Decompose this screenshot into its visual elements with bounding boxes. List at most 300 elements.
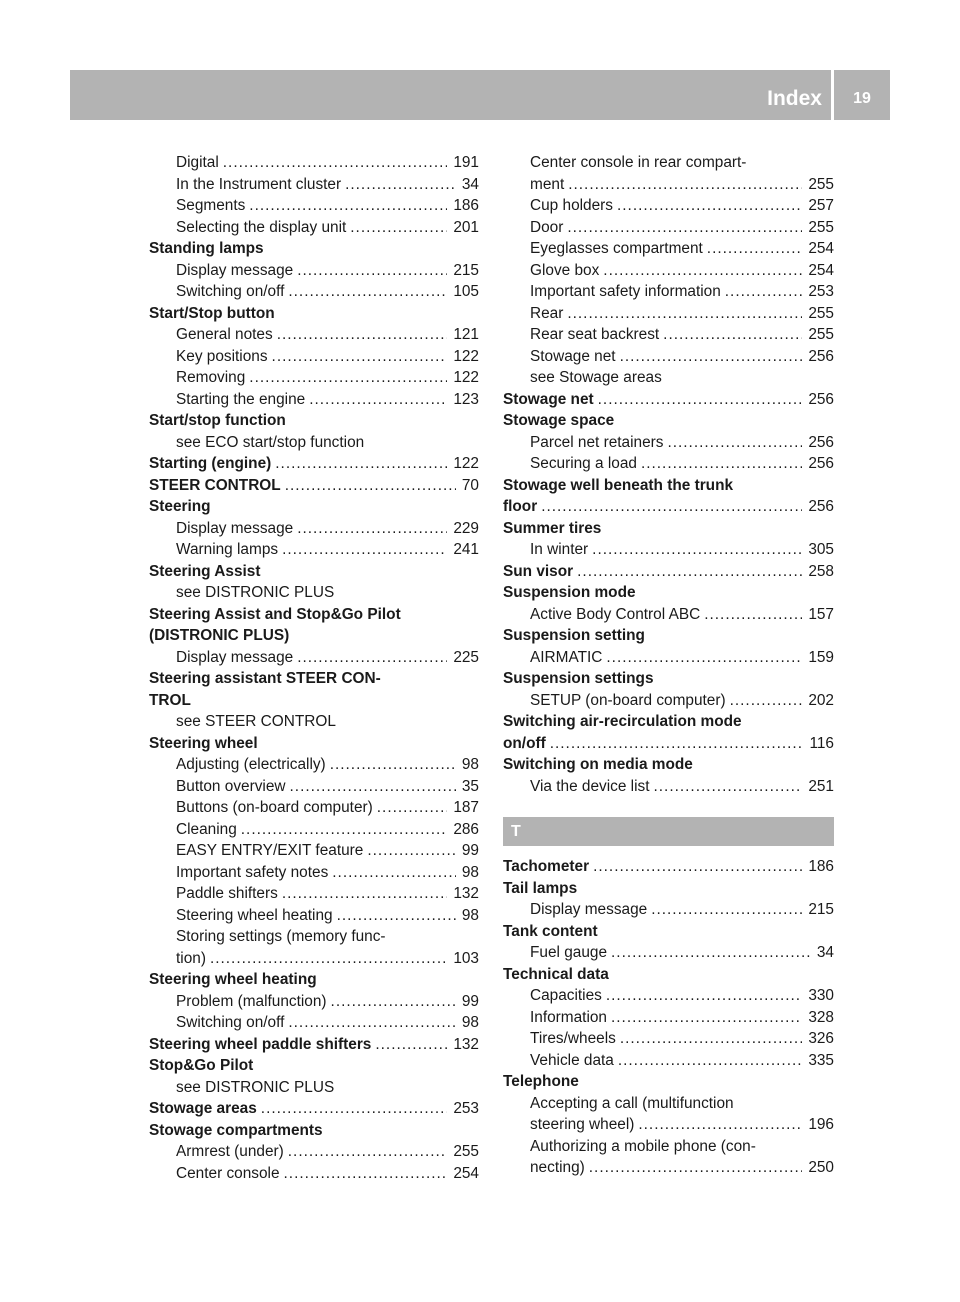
dot-leader <box>377 797 448 819</box>
index-entry-heading <box>149 1120 479 1142</box>
page-ref: 258 <box>808 562 834 580</box>
dot-leader <box>288 1141 448 1163</box>
index-entry-heading <box>149 1034 479 1056</box>
dot-leader <box>620 1028 802 1050</box>
index-subentry <box>503 238 834 260</box>
entry-text: (DISTRONIC PLUS) <box>149 627 290 644</box>
dot-leader <box>603 260 802 282</box>
index-subentry <box>149 1077 479 1099</box>
index-subentry <box>503 303 834 325</box>
page-ref: 123 <box>453 390 479 408</box>
entry-text: see DISTRONIC PLUS <box>176 1078 335 1096</box>
entry-text: Problem (malfunction) <box>176 992 327 1010</box>
page-ref: 122 <box>453 455 479 472</box>
index-entry-heading <box>149 238 479 260</box>
dot-leader <box>277 324 448 346</box>
index-subentry <box>503 367 834 389</box>
index-subentry <box>149 905 479 927</box>
index-subentry <box>503 346 834 368</box>
dot-leader <box>654 776 803 798</box>
page-ref: 132 <box>453 1035 479 1053</box>
dot-leader <box>611 1007 802 1029</box>
page-ref: 191 <box>453 154 479 171</box>
index-entry-heading <box>149 1055 479 1077</box>
dot-leader <box>598 389 803 411</box>
index-entry-heading <box>503 754 834 776</box>
entry-text: see ECO start/stop function <box>176 433 365 451</box>
entry-text: Suspension setting <box>503 627 645 644</box>
page-ref: 256 <box>808 347 834 365</box>
page-ref: 121 <box>453 326 479 343</box>
index-subentry <box>503 324 834 346</box>
dot-leader <box>589 1157 803 1179</box>
dot-leader <box>297 647 447 669</box>
index-subentry <box>149 195 479 217</box>
page-ref: 70 <box>461 476 479 494</box>
dot-leader <box>297 518 447 540</box>
entry-text: Buttons (on-board computer) <box>176 799 373 816</box>
entry-text: Sun visor <box>503 562 574 580</box>
dot-leader <box>541 496 802 518</box>
index-entry-heading <box>149 410 479 432</box>
page-ref: 256 <box>808 433 834 451</box>
entry-text: Suspension settings <box>503 670 654 687</box>
entry-text: Information <box>530 1008 607 1026</box>
page-ref: 251 <box>808 777 834 795</box>
index-subentry <box>503 647 834 669</box>
dot-leader <box>375 1034 447 1056</box>
dot-leader <box>210 948 447 970</box>
index-subentry <box>149 152 479 174</box>
index-subentry <box>149 1012 479 1034</box>
entry-text: Paddle shifters <box>176 885 278 902</box>
page-ref: 225 <box>453 648 479 666</box>
entry-text: Display message <box>176 519 294 537</box>
entry-text: see STEER CONTROL <box>176 713 336 730</box>
dot-leader <box>667 432 802 454</box>
dot-leader <box>617 195 802 217</box>
dot-leader <box>611 942 811 964</box>
dot-leader <box>592 539 802 561</box>
index-subentry <box>149 582 479 604</box>
entry-text: TROL <box>149 691 191 709</box>
index-subentry <box>149 539 479 561</box>
index-subentry <box>149 1163 479 1185</box>
entry-text: Switching on/off <box>176 1014 285 1031</box>
dot-leader <box>641 453 802 475</box>
page-ref: 98 <box>461 1014 479 1031</box>
index-entry-heading <box>149 733 479 755</box>
entry-text: Segments <box>176 197 246 214</box>
index-subentry <box>149 840 479 862</box>
entry-text: Stowage net <box>530 347 616 365</box>
entry-text: Vehicle data <box>530 1051 614 1069</box>
entry-text: Rear <box>530 304 564 322</box>
entry-text: Stowage compartments <box>149 1121 323 1139</box>
page-ref: 257 <box>808 197 834 214</box>
index-subentry <box>503 1050 834 1072</box>
entry-text: Selecting the display unit <box>176 218 347 236</box>
index-subentry <box>149 754 479 776</box>
dot-leader <box>567 217 802 239</box>
entry-text: steering wheel) <box>530 1116 635 1133</box>
page-ref: 34 <box>461 175 479 193</box>
entry-text: Switching air-recirculation mode <box>503 713 742 730</box>
dot-leader <box>282 883 448 905</box>
entry-text: Summer tires <box>503 519 602 537</box>
entry-text: STEER CONTROL <box>149 476 281 494</box>
dot-leader <box>620 346 803 368</box>
index-entry-heading <box>149 969 479 991</box>
page-ref: 202 <box>808 691 834 709</box>
entry-text: Important safety notes <box>176 863 329 881</box>
index-subentry <box>149 518 479 540</box>
dot-leader <box>707 238 803 260</box>
dot-leader <box>272 346 448 368</box>
page-ref: 98 <box>461 756 479 773</box>
entry-text: Button overview <box>176 777 286 795</box>
entry-text: Stowage areas <box>149 1100 257 1117</box>
page-ref: 256 <box>808 498 834 515</box>
dot-leader <box>331 991 456 1013</box>
dot-leader <box>651 899 802 921</box>
index-entry-heading <box>503 625 834 647</box>
page-ref: 250 <box>808 1159 834 1176</box>
dot-leader <box>288 281 447 303</box>
dot-leader <box>367 840 456 862</box>
dot-leader <box>638 1114 802 1136</box>
page-ref: 256 <box>808 390 834 408</box>
page-ref: 157 <box>808 605 834 623</box>
index-subentry <box>149 346 479 368</box>
page-ref: 330 <box>808 987 834 1004</box>
index-subentry <box>149 883 479 905</box>
entry-text: In the Instrument cluster <box>176 175 342 193</box>
index-subentry <box>503 152 834 174</box>
page-ref: 186 <box>808 858 834 875</box>
index-entry-heading <box>149 1098 479 1120</box>
page-ref: 99 <box>461 842 479 859</box>
page-ref: 255 <box>808 326 834 343</box>
entry-text: Authorizing a mobile phone (con- <box>530 1137 756 1155</box>
dot-leader <box>704 604 802 626</box>
index-subentry <box>149 260 479 282</box>
entry-text: Technical data <box>503 965 609 983</box>
dot-leader <box>337 905 456 927</box>
dot-leader <box>290 776 456 798</box>
entry-text: Parcel net retainers <box>530 433 664 451</box>
index-subentry <box>149 711 479 733</box>
dot-leader <box>332 862 456 884</box>
dot-leader <box>284 1163 448 1185</box>
index-entry-heading <box>149 453 479 475</box>
dot-leader <box>249 367 447 389</box>
dot-leader <box>309 389 447 411</box>
index-subentry <box>149 367 479 389</box>
dot-leader <box>577 561 802 583</box>
page-ref: 254 <box>808 261 834 279</box>
index-subentry <box>503 539 834 561</box>
entry-text: Rear seat backrest <box>530 326 660 343</box>
entry-text: Telephone <box>503 1073 579 1090</box>
index-subentry <box>503 690 834 712</box>
entry-text: In winter <box>530 541 589 558</box>
entry-text: SETUP (on-board computer) <box>530 691 726 709</box>
dot-leader <box>606 985 802 1007</box>
index-subentry <box>503 1028 834 1050</box>
dot-leader <box>297 260 447 282</box>
page-ref: 122 <box>453 369 479 386</box>
dot-leader <box>261 1098 448 1120</box>
entry-text: Securing a load <box>530 455 637 472</box>
entry-text: Active Body Control ABC <box>530 605 701 623</box>
index-subentry <box>149 991 479 1013</box>
page-header <box>70 70 890 120</box>
page-ref: 254 <box>808 240 834 257</box>
index-subentry <box>503 432 834 454</box>
index-subentry <box>149 432 479 454</box>
page-ref: 186 <box>453 197 479 214</box>
page-ref: 34 <box>816 944 834 961</box>
entry-text: Stowage well beneath the trunk <box>503 476 734 494</box>
entry-text: Digital <box>176 154 219 171</box>
page-ref: 328 <box>808 1008 834 1026</box>
entry-text: Start/Stop button <box>149 304 275 322</box>
dot-leader <box>223 152 448 174</box>
index-entry-heading <box>503 582 834 604</box>
page-ref: 159 <box>808 648 834 666</box>
index-subentry <box>503 604 834 626</box>
page-ref: 103 <box>453 949 479 967</box>
index-subentry <box>149 281 479 303</box>
dot-leader <box>350 217 447 239</box>
index-subentry <box>503 260 834 282</box>
entry-text: see Stowage areas <box>530 369 662 386</box>
index-subentry <box>503 1136 834 1158</box>
entry-text: Standing lamps <box>149 240 264 257</box>
index-subentry <box>149 1141 479 1163</box>
index-entry-heading <box>149 561 479 583</box>
index-subentry <box>503 1093 834 1115</box>
entry-text: Door <box>530 218 564 236</box>
page-ref: 286 <box>453 820 479 838</box>
dot-leader <box>282 539 447 561</box>
index-subentry <box>149 926 479 948</box>
index-entry-heading <box>503 475 834 497</box>
entry-text: Tank content <box>503 922 598 940</box>
index-entry-heading <box>503 496 834 518</box>
entry-text: Suspension mode <box>503 584 636 601</box>
index-entry-heading <box>149 690 479 712</box>
index-entry-heading <box>503 878 834 900</box>
entry-text: Adjusting (electrically) <box>176 756 326 773</box>
entry-text: Steering wheel <box>149 734 258 752</box>
entry-text: Glove box <box>530 261 600 279</box>
dot-leader <box>663 324 802 346</box>
entry-text: Fuel gauge <box>530 944 608 961</box>
dot-leader <box>345 174 456 196</box>
index-subentry <box>503 1007 834 1029</box>
index-subentry <box>503 453 834 475</box>
index-column-left <box>149 152 479 1184</box>
entry-text: Switching on/off <box>176 283 285 300</box>
dot-leader <box>725 281 803 303</box>
page-ref: 254 <box>453 1164 479 1182</box>
index-subentry <box>503 1114 834 1136</box>
page-ref: 326 <box>808 1030 834 1047</box>
entry-text: Starting the engine <box>176 390 306 408</box>
page-ref: 255 <box>453 1143 479 1160</box>
page-ref: 253 <box>453 1100 479 1117</box>
dot-leader <box>567 303 802 325</box>
index-subentry <box>149 324 479 346</box>
entry-text: Removing <box>176 369 246 386</box>
entry-text: Start/stop function <box>149 412 286 429</box>
entry-text: General notes <box>176 326 273 343</box>
entry-text: Display message <box>176 648 294 666</box>
entry-text: Display message <box>176 261 294 279</box>
entry-text: Starting (engine) <box>149 455 272 472</box>
entry-text: ment <box>530 175 565 193</box>
dot-leader <box>249 195 447 217</box>
entry-text: Tail lamps <box>503 879 578 897</box>
index-column-right <box>503 152 834 1179</box>
index-entry-heading <box>149 496 479 518</box>
entry-text: floor <box>503 498 538 515</box>
page-ref: 241 <box>453 541 479 558</box>
entry-text: Steering wheel heating <box>176 906 333 924</box>
entry-text: Stop&Go Pilot <box>149 1057 254 1074</box>
page-ref: 187 <box>453 799 479 816</box>
page-ref: 105 <box>453 283 479 300</box>
index-subentry <box>503 899 834 921</box>
entry-text: necting) <box>530 1159 585 1176</box>
entry-text: Steering Assist <box>149 562 261 580</box>
index-subentry <box>503 942 834 964</box>
entry-text: Via the device list <box>530 777 650 795</box>
dot-leader <box>288 1012 456 1034</box>
dot-leader <box>275 453 447 475</box>
entry-text: Warning lamps <box>176 541 279 558</box>
entry-text: EASY ENTRY/EXIT feature <box>176 842 364 859</box>
page-ref: 116 <box>809 734 834 752</box>
entry-text: Steering <box>149 498 211 515</box>
page-ref: 35 <box>461 777 479 795</box>
page-number: 19 <box>853 90 871 107</box>
entry-text: Eyeglasses compartment <box>530 240 703 257</box>
page-ref: 229 <box>453 519 479 537</box>
dot-leader <box>730 690 803 712</box>
entry-text: Tires/wheels <box>530 1030 616 1047</box>
index-subentry <box>149 776 479 798</box>
entry-text: Storing settings (memory func- <box>176 928 386 945</box>
index-entry-heading <box>503 518 834 540</box>
index-subentry <box>503 985 834 1007</box>
entry-text: Tachometer <box>503 858 590 875</box>
page-ref: 98 <box>461 863 479 881</box>
index-entry-heading <box>503 410 834 432</box>
page-ref: 253 <box>808 283 834 300</box>
index-subentry <box>503 776 834 798</box>
page-ref: 255 <box>808 218 834 236</box>
index-entry-heading <box>503 711 834 733</box>
index-subentry <box>503 217 834 239</box>
index-entry-heading <box>503 668 834 690</box>
index-entry-heading <box>503 561 834 583</box>
index-subentry <box>149 647 479 669</box>
index-subentry <box>503 1157 834 1179</box>
entry-text: Armrest (under) <box>176 1143 284 1160</box>
index-entry-heading <box>149 475 479 497</box>
dot-leader <box>593 856 802 878</box>
dot-leader <box>330 754 456 776</box>
index-entry-heading <box>503 733 834 755</box>
index-subentry <box>149 948 479 970</box>
index-subentry <box>149 174 479 196</box>
entry-text: Key positions <box>176 347 268 365</box>
index-entry-heading <box>503 389 834 411</box>
entry-text: Switching on media mode <box>503 756 693 773</box>
page-ref: 255 <box>808 304 834 322</box>
entry-text: Center console <box>176 1164 280 1182</box>
entry-text: Steering Assist and Stop&Go Pilot <box>149 605 401 623</box>
index-subentry <box>149 819 479 841</box>
dot-leader <box>568 174 802 196</box>
index-letter-heading: T <box>503 817 834 846</box>
dot-leader <box>285 475 456 497</box>
entry-text: Center console in rear compart- <box>530 154 747 171</box>
page-ref: 305 <box>808 541 834 558</box>
dot-leader <box>550 733 804 755</box>
dot-leader <box>241 819 448 841</box>
index-entry-heading <box>503 921 834 943</box>
dot-leader <box>606 647 802 669</box>
entry-text: Stowage space <box>503 412 615 429</box>
entry-text: see DISTRONIC PLUS <box>176 584 335 601</box>
index-subentry <box>149 862 479 884</box>
dot-leader <box>618 1050 802 1072</box>
entry-text: tion) <box>176 949 206 967</box>
page-ref: 335 <box>808 1051 834 1069</box>
page-ref: 215 <box>453 261 479 279</box>
entry-text: Stowage net <box>503 390 594 408</box>
index-entry-heading <box>149 668 479 690</box>
entry-text: Capacities <box>530 987 602 1004</box>
page-ref: 196 <box>808 1116 834 1133</box>
entry-text: Steering wheel paddle shifters <box>149 1035 372 1053</box>
page-ref: 98 <box>461 906 479 924</box>
index-subentry <box>149 217 479 239</box>
index-subentry <box>503 281 834 303</box>
index-entry-heading <box>149 303 479 325</box>
entry-text: Steering wheel heating <box>149 971 317 988</box>
entry-text: AIRMATIC <box>530 648 603 666</box>
index-entry-heading <box>503 964 834 986</box>
index-subentry <box>503 195 834 217</box>
entry-text: Cup holders <box>530 197 613 214</box>
index-entry-heading <box>503 1071 834 1093</box>
page-ref: 99 <box>461 992 479 1010</box>
entry-text: Accepting a call (multifunction <box>530 1094 734 1112</box>
index-subentry <box>149 797 479 819</box>
page-ref: 132 <box>453 885 479 902</box>
page-ref: 122 <box>453 347 479 365</box>
entry-text: Important safety information <box>530 283 721 300</box>
page-ref: 201 <box>453 218 479 236</box>
page-ref: 256 <box>808 455 834 472</box>
index-entry-heading <box>503 856 834 878</box>
page-ref: 255 <box>808 175 834 193</box>
